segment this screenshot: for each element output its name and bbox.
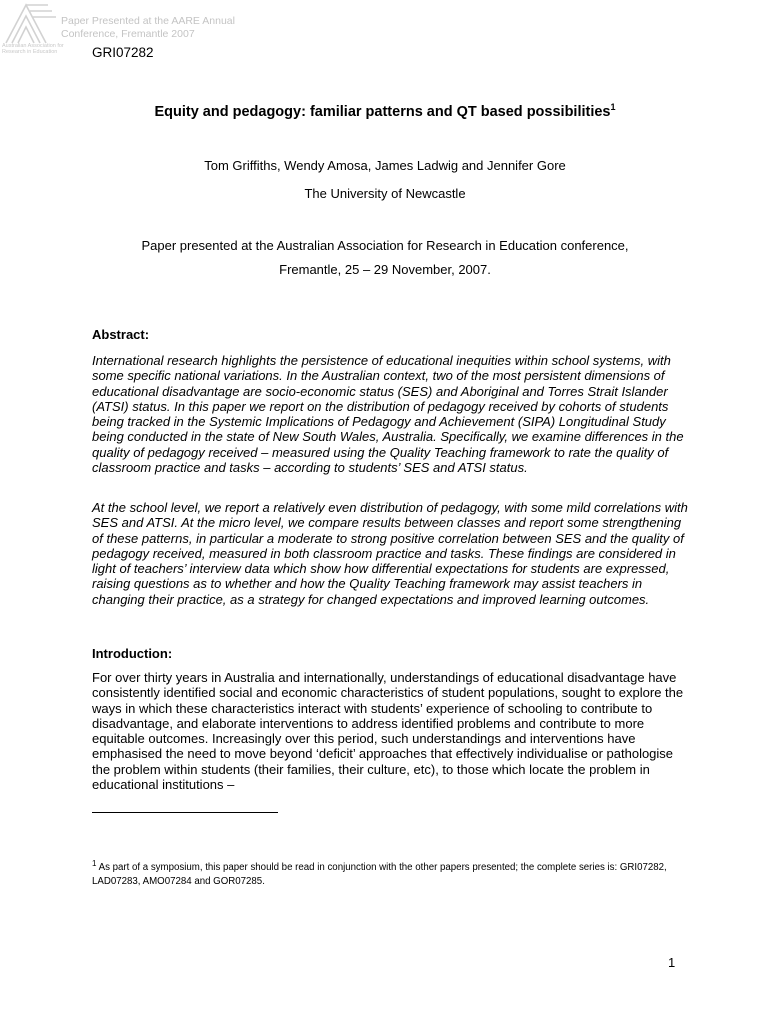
conference-note-line: Paper Presented at the AARE Annual bbox=[61, 15, 235, 27]
footnote-marker: 1 bbox=[92, 858, 97, 868]
footnote bbox=[92, 858, 692, 889]
title-footnote-marker: 1 bbox=[610, 102, 616, 113]
footnote-divider bbox=[92, 812, 278, 813]
affiliation: The University of Newcastle bbox=[304, 186, 466, 201]
authors: Tom Griffiths, Wendy Amosa, James Ladwig and Jennifer Gore bbox=[204, 158, 566, 173]
presentation-note-line: Paper presented at the Australian Association for Research in Education conference, bbox=[141, 238, 629, 253]
conference-note bbox=[61, 15, 235, 41]
footnote-text: As part of a symposium, this paper should be read in conjunction with the other papers presented; the complete series is: GRI07282, LAD07283, AMO07284 and GOR07285. bbox=[92, 862, 667, 887]
paper-title bbox=[0, 103, 770, 121]
introduction-paragraph: For over thirty years in Australia and internationally, understandings of educational disadvantage have consistently identified social and economic characteristics of student populations, sought to explore the ways in which these characteristics interact with students’ experience of schooling to contribute to disadvantage, and elaborate interventions to address identified problems and contribute to more equitable outcomes. Increasingly over this period, such understandings and interventions have emphasised the need to move beyond ‘deficit’ approaches that effectively individualise or pathologise the problem within students (their families, their culture, etc), to those which locate the problem in educational institutions – bbox=[92, 670, 684, 793]
paper-title-text: Equity and pedagogy: familiar patterns and QT based possibilities bbox=[154, 104, 611, 120]
page-number: 1 bbox=[668, 955, 676, 970]
paper-code: GRI07282 bbox=[92, 45, 154, 60]
logo-caption: Australian Association for Research in Education bbox=[2, 43, 64, 55]
presentation-note-line: Fremantle, 25 – 29 November, 2007. bbox=[279, 262, 491, 277]
introduction-heading: Introduction: bbox=[92, 646, 173, 661]
abstract-heading: Abstract: bbox=[92, 327, 150, 342]
abstract-paragraph: At the school level, we report a relatively even distribution of pedagogy, with some mild correlations with SES and ATSI. At the micro level, we compare results between classes and report some strengthening of these patterns, in particular a moderate to strong positive correlation between SES and the quality of pedagogy received, measured in both classroom practice and tasks. These findings are considered in light of teachers’ interview data which show how differential expectations for students are expressed, raising questions as to whether and how the Quality Teaching framework may assist teachers in changing their practice, as a strategy for changed expectations and improved learning outcomes. bbox=[92, 500, 688, 607]
abstract-paragraph: International research highlights the persistence of educational inequities within school systems, with some specific national variations. In the Australian context, two of the most persistent dimensions of educational disadvantage are socio-economic status (SES) and Aboriginal and Torres Strait Islander (ATSI) status. In this paper we report on the distribution of pedagogy received by cohorts of students being tracked in the Systemic Implications of Pedagogy and Achievement (SIPA) Longitudinal Study being conducted in the state of New South Wales, Australia. Specifically, we examine differences in the quality of pedagogy received – measured using the Quality Teaching framework to rate the quality of classroom practice and tasks – according to students’ SES and ATSI status. bbox=[92, 353, 684, 476]
conference-note-line: Conference, Fremantle 2007 bbox=[61, 28, 195, 40]
